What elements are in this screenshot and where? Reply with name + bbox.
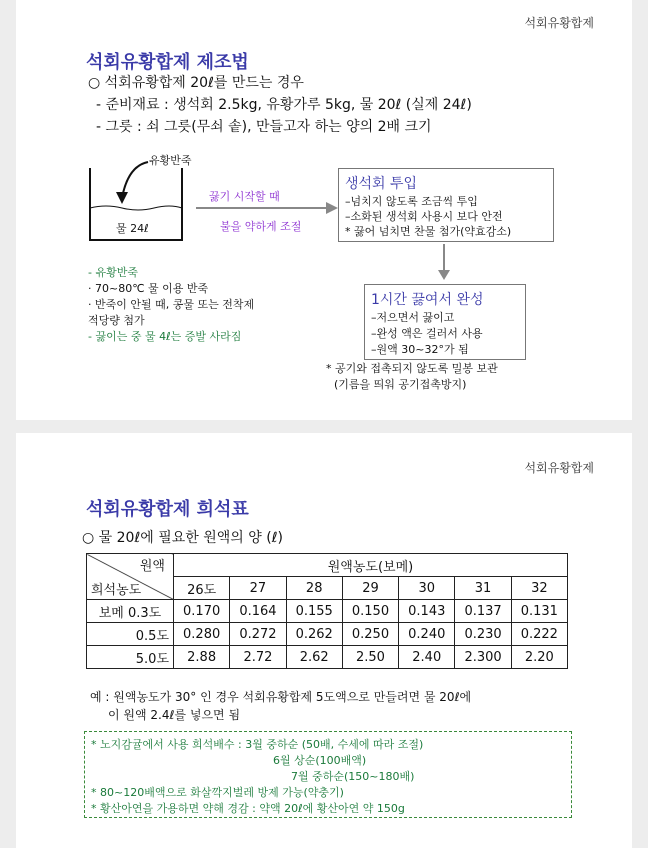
table-row — [87, 623, 568, 646]
table-cell: 2.300 — [455, 646, 511, 669]
sulfur-note: · 반죽이 안될 때, 콩물 또는 전착제 — [88, 298, 255, 311]
row-label: 보메 0.3도 — [87, 600, 174, 623]
box1-line: –넘치지 않도록 조금씩 투입 — [345, 195, 478, 208]
box2-line: –저으면서 끓이고 — [371, 311, 455, 324]
storage-note-sub: (기름을 띄워 공기접촉방지) — [334, 378, 467, 391]
box1-line: * 끓어 넘치면 찬물 첨가(약효감소) — [345, 225, 512, 238]
column-header: 30 — [399, 577, 455, 600]
table-cell: 0.155 — [286, 600, 342, 623]
corner-bottom-label: 희석농도 — [91, 583, 142, 598]
note-line: 7월 중하순(150~180배) — [291, 770, 415, 783]
table-cell: 0.230 — [455, 623, 511, 646]
storage-note: * 공기와 접촉되지 않도록 밀봉 보관 — [326, 362, 498, 375]
corner-cell — [87, 554, 174, 600]
table-cell: 2.62 — [286, 646, 342, 669]
table-cell: 2.40 — [399, 646, 455, 669]
pot-label: 유황반죽 — [149, 154, 192, 167]
row-label: 5.0도 — [87, 646, 174, 669]
table-header-row — [87, 554, 568, 577]
table-cell: 0.137 — [455, 600, 511, 623]
table-cell: 0.150 — [342, 600, 398, 623]
sulfur-arrow-head — [116, 192, 128, 204]
sulfur-notes-evap: - 끓이는 중 물 4ℓ는 증발 사라짐 — [88, 330, 242, 343]
slide-1 — [16, 0, 632, 420]
sulfur-notes-head: - 유황반죽 — [88, 266, 138, 279]
table-cell: 2.50 — [342, 646, 398, 669]
circle-item: ○ 석회유황합제 20ℓ를 만드는 경우 — [88, 75, 304, 91]
table-cell: 0.272 — [230, 623, 286, 646]
table-cell: 0.262 — [286, 623, 342, 646]
note-line: 6월 상순(100배액) — [273, 754, 367, 767]
table-subtitle: ○ 물 20ℓ에 필요한 원액의 양 (ℓ) — [82, 530, 283, 546]
arrow-label-top: 끓기 시작할 때 — [209, 190, 280, 203]
corner-top-label: 원액 — [139, 559, 165, 574]
box1-line: –소화된 생석회 사용시 보다 안전 — [345, 210, 503, 223]
box2-title: 1시간 끓여서 완성 — [371, 292, 484, 308]
example-line: 예 : 원액농도가 30° 인 경우 석회유황합제 5도액으로 만들려면 물 20ℓ에 — [90, 690, 472, 704]
column-header: 29 — [342, 577, 398, 600]
box2-line: –완성 액은 걸러서 사용 — [371, 327, 483, 340]
table-row — [87, 646, 568, 669]
water-surface — [90, 206, 182, 210]
table-cell: 0.280 — [174, 623, 230, 646]
water-label: 물 24ℓ — [116, 222, 149, 235]
table-cell: 0.222 — [511, 623, 567, 646]
table-cell: 0.250 — [342, 623, 398, 646]
arrow-label-bottom: 불을 약하게 조절 — [220, 220, 302, 233]
group-header: 원액농도(보메) — [174, 554, 568, 577]
column-header: 28 — [286, 577, 342, 600]
box1-title: 생석회 투입 — [345, 176, 418, 192]
table-cell: 2.72 — [230, 646, 286, 669]
step-arrow-head — [326, 202, 338, 214]
sulfur-note: · 70~80℃ 물 이용 반죽 — [88, 282, 209, 295]
table-cell: 0.240 — [399, 623, 455, 646]
box-complete — [364, 284, 526, 360]
container-line: - 그릇 : 쇠 그릇(무쇠 솥), 만들고자 하는 양의 2배 크기 — [96, 119, 432, 135]
notes-box — [84, 731, 572, 818]
box2-line: –원액 30~32°가 됨 — [371, 343, 469, 356]
example-line: 이 원액 2.4ℓ를 넣으면 됨 — [108, 708, 241, 722]
note-line: * 황산아연을 가용하면 약해 경감 : 약액 20ℓ에 황산아연 약 150g — [91, 802, 405, 815]
slide-header: 석회유황합제 — [524, 16, 594, 30]
materials-line: - 준비재료 : 생석회 2.5kg, 유황가루 5kg, 물 20ℓ (실제 24ℓ) — [96, 97, 472, 113]
slide-2 — [16, 433, 632, 848]
table-cell: 2.20 — [511, 646, 567, 669]
slide-header: 석회유황합제 — [524, 461, 594, 475]
column-header: 32 — [511, 577, 567, 600]
dilution-table — [86, 553, 568, 669]
table-cell: 0.170 — [174, 600, 230, 623]
column-header: 27 — [230, 577, 286, 600]
table-cell: 2.88 — [174, 646, 230, 669]
table-row — [87, 600, 568, 623]
table-cell: 0.164 — [230, 600, 286, 623]
slide-title: 석회유황합제 제조법 — [86, 52, 249, 73]
sulfur-note: 적당량 첨가 — [88, 314, 145, 327]
note-line: * 노지감귤에서 사용 희석배수 : 3월 중하순 (50배, 수세에 따라 조절) — [91, 738, 424, 751]
table-cell: 0.143 — [399, 600, 455, 623]
table-cell: 0.131 — [511, 600, 567, 623]
row-label: 0.5도 — [87, 623, 174, 646]
box-lime-input — [338, 168, 554, 242]
note-line: * 80~120배액으로 화살깍지벌레 방제 가능(약충기) — [91, 786, 344, 799]
column-header: 26도 — [174, 577, 230, 600]
down-arrow-head — [438, 270, 450, 280]
column-header: 31 — [455, 577, 511, 600]
slide-title: 석회유황합제 희석표 — [86, 499, 249, 520]
